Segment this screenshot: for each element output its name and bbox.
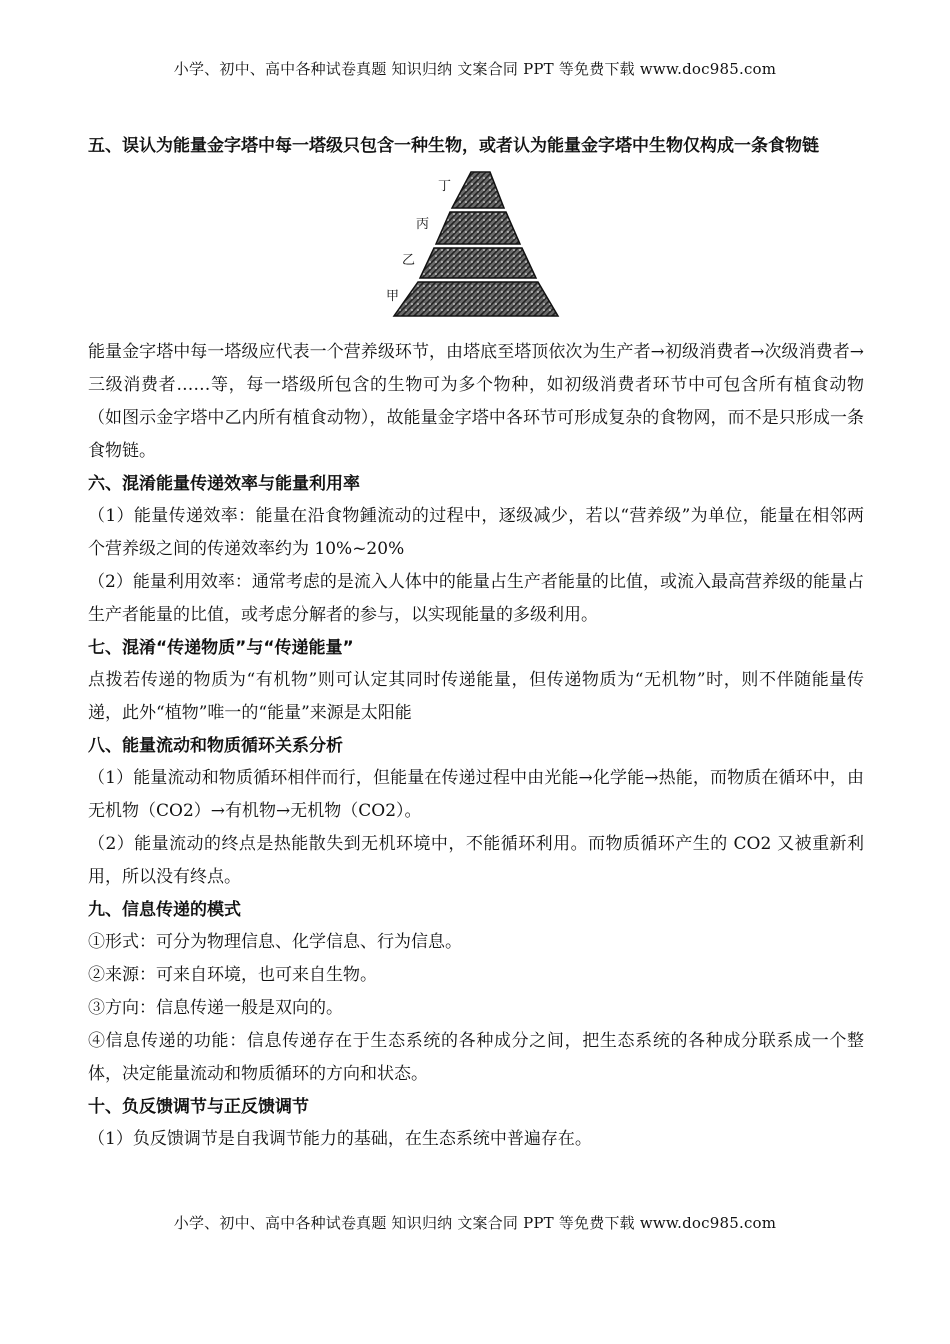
section-10-title: 十、负反馈调节与正反馈调节 [88, 1097, 309, 1117]
pyramid-tier-top [452, 172, 504, 208]
section-8-para-1: （1）能量流动和物质循环相伴而行，但能量在传递过程中由光能→化学能→热能，而物质在循环中，由无机物（CO2）→有机物→无机物（CO2）。 [88, 768, 864, 821]
section-9-item-3: ③方向：信息传递一般是双向的。 [88, 998, 343, 1018]
page-footer: 小学、初中、高中各种试卷真题 知识归纳 文案合同 PPT 等免费下载 www.doc985.com [173, 1214, 777, 1232]
page-header: 小学、初中、高中各种试卷真题 知识归纳 文案合同 PPT 等免费下载 www.doc985.com [173, 60, 777, 78]
section-7-title: 七、混淆“传递物质”与“传递能量” [88, 638, 354, 658]
section-7-para-1: 点拨若传递的物质为“有机物”则可认定其同时传递能量，但传递物质为“无机物”时，则不伴随能量传递，此外“植物”唯一的“能量”来源是太阳能 [88, 670, 864, 723]
tier-label-jia: 甲 [386, 289, 400, 304]
section-5-title: 五、误认为能量金字塔中每一塔级只包含一种生物，或者认为能量金字塔中生物仅构成一条食物链 [88, 136, 819, 156]
section-6-para-1: （1）能量传递效率：能量在沿食物鍾流动的过程中，逐级减少，若以“营养级”为单位，能量在相邻两个营养级之间的传递效率约为 10%~20% [88, 506, 864, 559]
tier-label-yi: 乙 [402, 253, 416, 268]
energy-pyramid-figure [88, 170, 864, 330]
section-8-para-2: （2）能量流动的终点是热能散失到无机环境中，不能循环利用。而物质循环产生的 CO2 又被重新利用，所以没有终点。 [88, 834, 864, 887]
section-5-body: 能量金字塔中每一塔级应代表一个营养级环节，由塔底至塔顶依次为生产者→初级消费者→次级消费者→三级消费者……等，每一塔级所包含的生物可为多个物种，如初级消费者环节中可包含所有植食动物（如图示金字塔中乙内所有植食动物），故能量金字塔中各环节可形成复杂的食物网，而不是只形成一条食物链。 [88, 342, 864, 461]
section-6-para-2: （2）能量利用效率：通常考虑的是流入人体中的能量占生产者能量的比值，或流入最高营养级的能量占生产者能量的比值，或考虑分解者的参与，以实现能量的多级利用。 [88, 572, 864, 625]
document-body [88, 130, 864, 1156]
section-9-item-1: ①形式：可分为物理信息、化学信息、行为信息。 [88, 932, 462, 952]
section-8-title: 八、能量流动和物质循环关系分析 [88, 736, 343, 756]
energy-pyramid-image [386, 170, 566, 320]
pyramid-tier-2 [436, 212, 520, 244]
section-9-item-4: ④信息传递的功能：信息传递存在于生态系统的各种成分之间，把生态系统的各种成分联系成一个整体，决定能量流动和物质循环的方向和状态。 [88, 1031, 864, 1084]
pyramid-tier-3 [420, 248, 536, 278]
pyramid-tier-base [394, 282, 558, 316]
section-10-para-1: （1）负反馈调节是自我调节能力的基础，在生态系统中普遍存在。 [88, 1129, 592, 1149]
tier-label-ding: 丁 [438, 179, 452, 194]
section-9-item-2: ②来源：可来自环境，也可来自生物。 [88, 965, 377, 985]
section-9-title: 九、信息传递的模式 [88, 900, 241, 920]
tier-label-bing: 丙 [416, 217, 430, 232]
section-6-title: 六、混淆能量传递效率与能量利用率 [88, 474, 360, 494]
